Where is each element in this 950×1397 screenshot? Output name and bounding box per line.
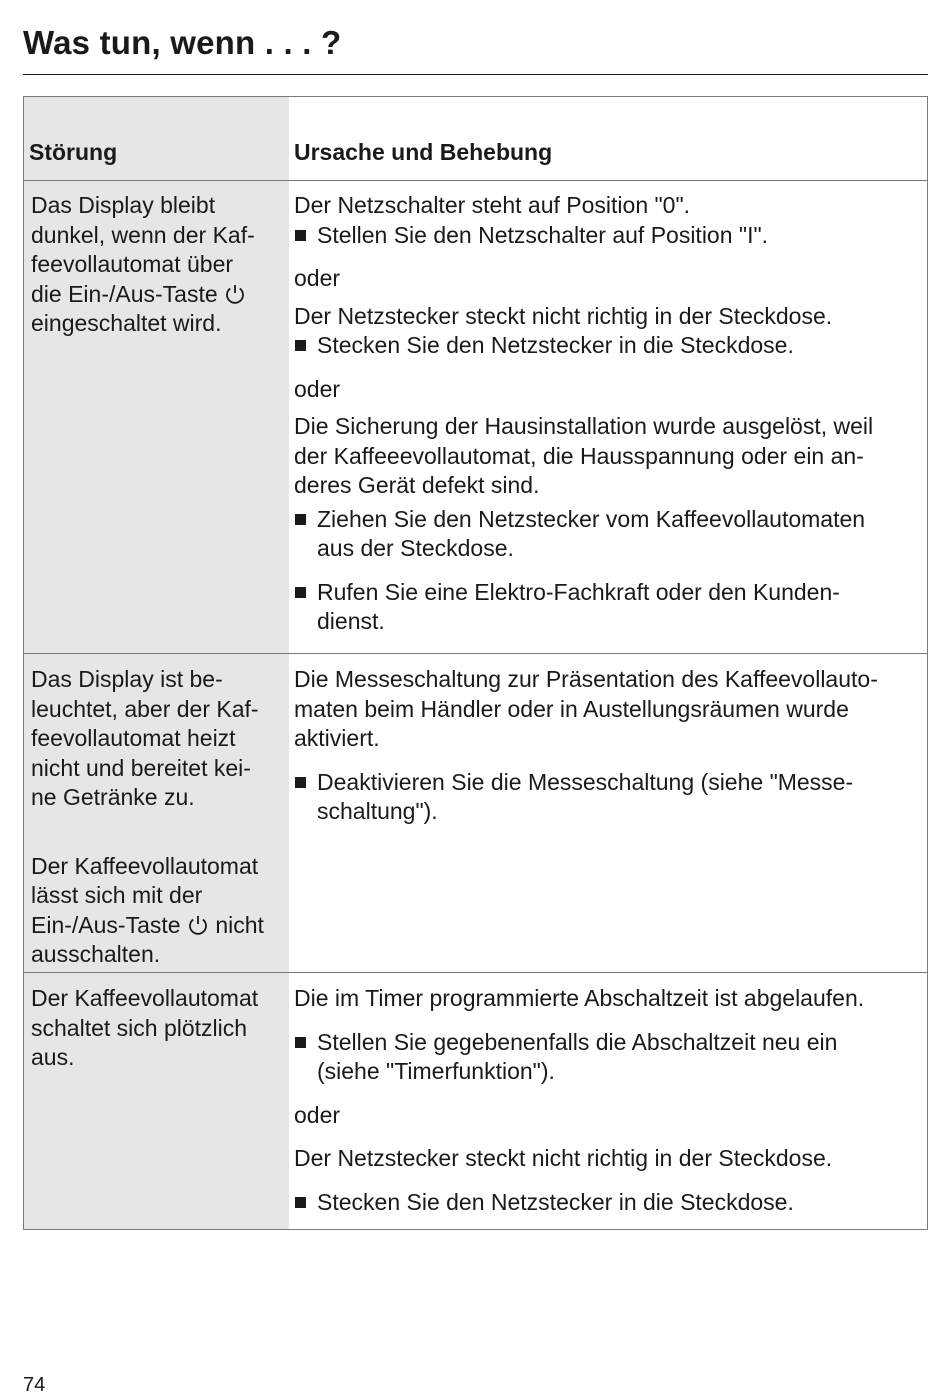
page-title: Was tun, wenn . . . ? [23,24,342,61]
action-text: schaltung"). [317,798,438,824]
bullet-square-icon [295,587,306,598]
header-stoerung: Störung [29,139,118,165]
action-text: aus der Steckdose. [317,535,514,561]
bullet-square-icon [295,777,306,788]
action-item [294,221,924,251]
cause-text: deres Gerät defekt sind. [294,472,540,498]
action-text: Stecken Sie den Netzstecker in die Steckdose. [317,1188,794,1215]
bullet-square-icon [295,1037,306,1048]
power-icon [224,283,246,305]
action-text: Ziehen Sie den Netzstecker vom Kaffeevollautomaten [317,505,866,532]
problem-line: schaltet sich plötzlich [31,1014,248,1041]
power-icon [187,914,209,936]
row-divider [24,972,927,973]
problem-line-text: Ein-/Aus-Taste [31,911,181,938]
header-ursache: Ursache und Behebung [294,139,553,165]
cause-text: maten beim Händler oder in Austellungsräumen wurde [294,695,849,722]
action-item [294,1188,924,1218]
row2-solution [294,665,924,827]
action-text: Stellen Sie gegebenenfalls die Abschaltzeit neu ein [317,1028,838,1055]
bullet-square-icon [295,514,306,525]
row2-problem [31,665,283,970]
or-text: oder [294,265,341,291]
bullet-square-icon [295,1197,306,1208]
problem-line: dunkel, wenn der Kaf- [31,221,255,248]
problem-line: Das Display ist be- [31,666,223,692]
cause-text: der Kaffeeevollautomat, die Hausspannung oder ein an- [294,442,864,469]
problem-line: ne Getränke zu. [31,784,195,810]
row3-problem [31,984,283,1073]
problem-line [31,911,283,941]
problem-line: Der Kaffeevollautomat [31,852,259,879]
cause-text: Die Sicherung der Hausinstallation wurde ausgelöst, weil [294,413,874,439]
troubleshooting-table [23,96,928,1230]
action-text: Stellen Sie den Netzschalter auf Position "I". [317,221,769,248]
action-text: Rufen Sie eine Elektro-Fachkraft oder den Kunden- [317,578,840,605]
cause-text: Die Messeschaltung zur Präsentation des Kaffeevollauto- [294,666,878,692]
cause-text: Der Netzstecker steckt nicht richtig in der Steckdose. [294,302,833,329]
page-number: 74 [23,1374,46,1396]
cause-text: Der Netzschalter steht auf Position "0". [294,192,691,218]
or-text: oder [294,375,341,402]
problem-line-text: nicht [215,911,264,938]
problem-line: feevollautomat heizt [31,725,236,751]
bullet-square-icon [295,230,306,241]
action-item [294,331,924,361]
cause-text: Der Netzstecker steckt nicht richtig in der Steckdose. [294,1145,833,1171]
action-item [294,1028,924,1087]
problem-line: Das Display bleibt [31,192,216,218]
row1-problem [31,191,283,339]
row1-solution [294,191,924,637]
action-item [294,578,924,637]
problem-line: leuchtet, aber der Kaf- [31,695,259,722]
problem-line: Der Kaffeevollautomat [31,985,259,1011]
action-text: dienst. [317,608,385,634]
bullet-square-icon [295,340,306,351]
row3-solution [294,984,924,1217]
action-text: (siehe "Timerfunktion"). [317,1058,555,1084]
problem-line: ausschalten. [31,941,161,967]
problem-line: eingeschaltet wird. [31,310,222,336]
action-text: Deaktivieren Sie die Messeschaltung (siehe "Messe- [317,768,854,795]
cause-text: aktiviert. [294,725,380,751]
title-divider [23,74,928,75]
problem-line: aus. [31,1044,75,1070]
action-text: Stecken Sie den Netzstecker in die Steckdose. [317,332,794,358]
row-divider [24,653,927,654]
problem-line: nicht und bereitet kei- [31,754,251,781]
cause-text: Die im Timer programmierte Abschaltzeit ist abgelaufen. [294,985,865,1011]
action-item [294,505,924,564]
header-divider [24,180,927,181]
problem-line: lässt sich mit der [31,882,203,908]
problem-line: feevollautomat über [31,251,234,277]
or-text: oder [294,1101,341,1128]
action-item [294,768,924,827]
problem-line [31,280,283,310]
problem-line-text: die Ein-/Aus-Taste [31,280,218,307]
